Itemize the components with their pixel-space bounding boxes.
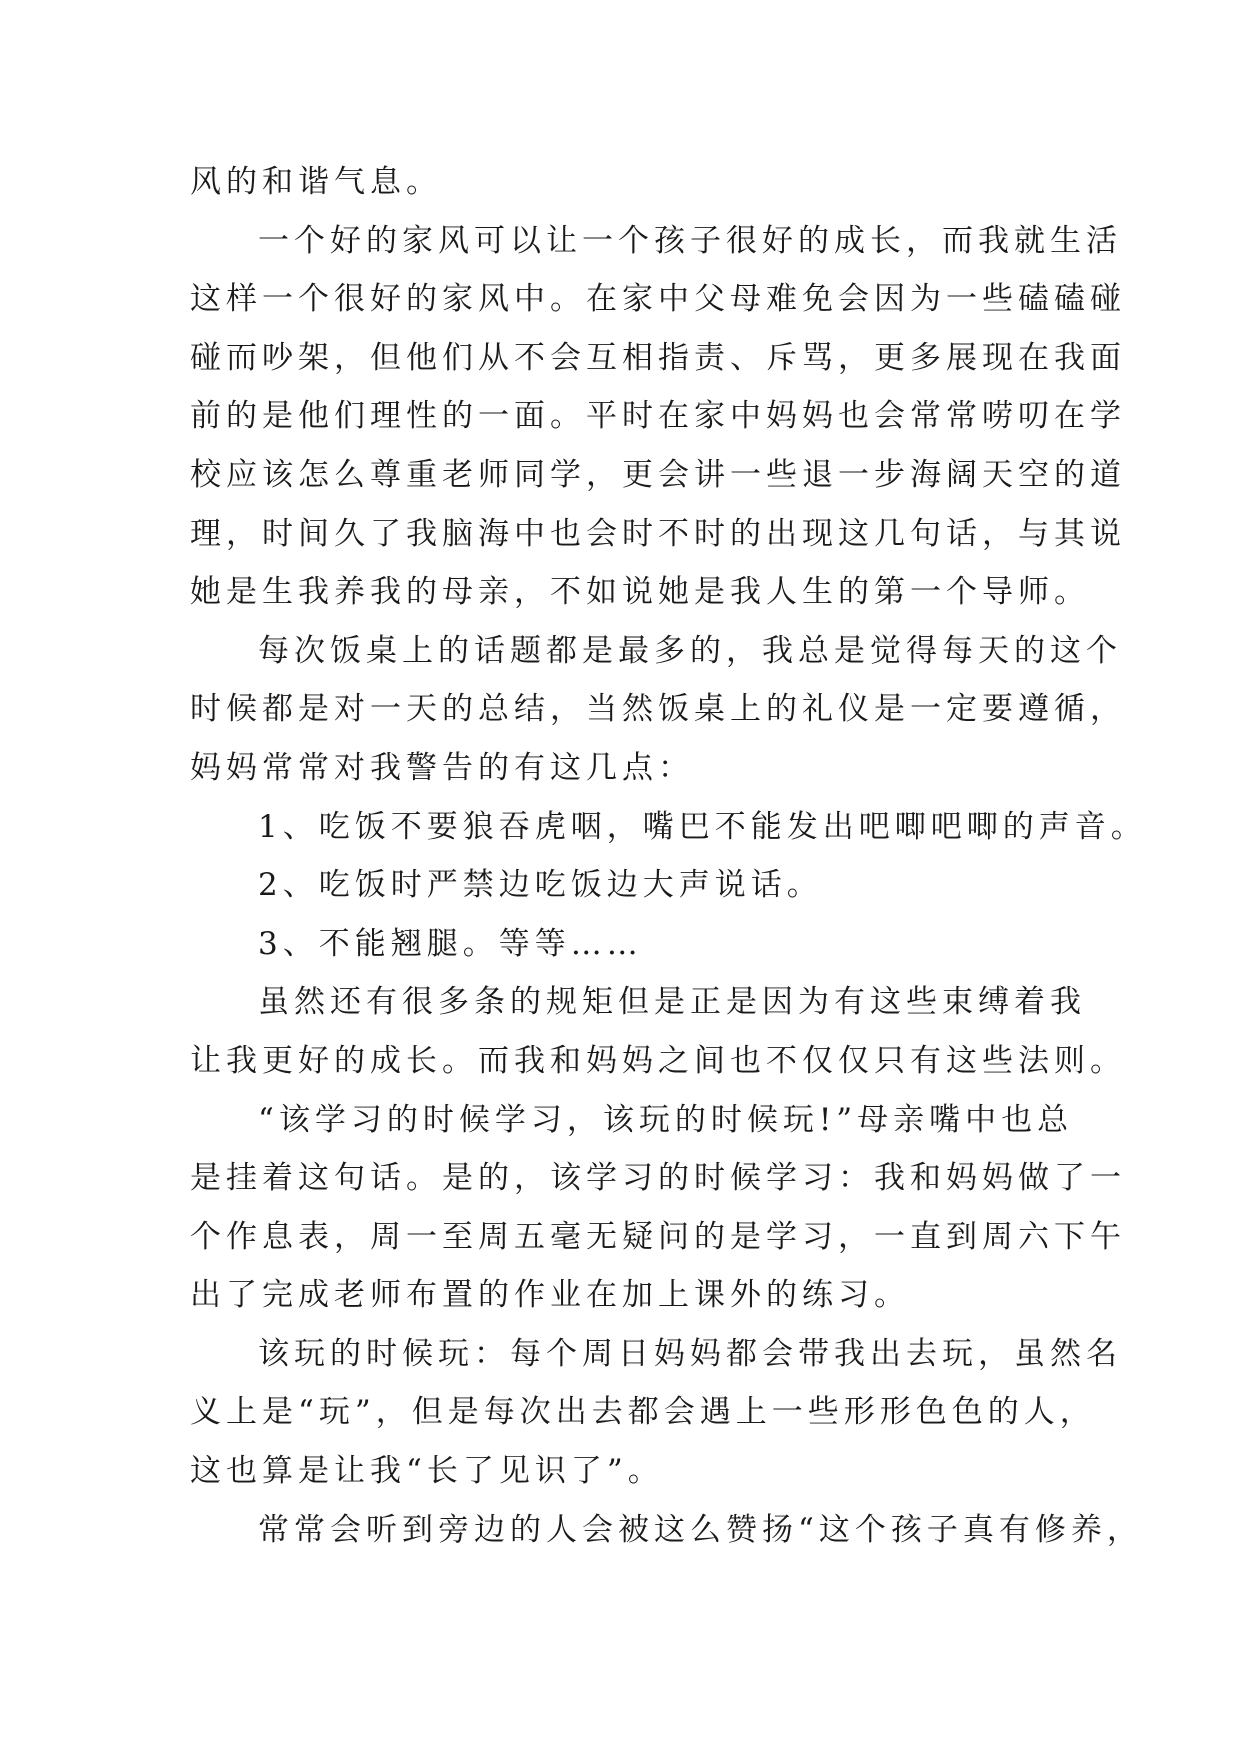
text-line: 这样一个很好的家风中。在家中父母难免会因为一些磕磕碰 [190, 281, 1126, 318]
text-line: 前的是他们理性的一面。平时在家中妈妈也会常常唠叨在学 [190, 398, 1126, 435]
text-line: 她是生我养我的母亲，不如说她是我人生的第一个导师。 [190, 574, 1090, 611]
text-line: 让我更好的成长。而我和妈妈之间也不仅仅只有这些法则。 [190, 1042, 1126, 1079]
text-line: 虽然还有很多条的规矩但是正是因为有这些束缚着我 [258, 984, 1086, 1021]
text-line: 风的和谐气息。 [190, 164, 442, 200]
text-line: “该学习的时候学习，该玩的时候玩!”母亲嘴中也总 [258, 1101, 1074, 1138]
text-line: 义上是“玩”，但是每次出去都会遇上一些形形色色的人， [190, 1394, 1096, 1431]
text-line: 妈妈常常对我警告的有这几点： [190, 749, 694, 786]
text-line: 出了完成老师布置的作业在加上课外的练习。 [190, 1277, 910, 1314]
body-text [190, 153, 1147, 1559]
list-item: 2、吃饭时严禁边吃饭边大声说话。 [258, 867, 823, 904]
text-line: 理，时间久了我脑海中也会时不时的出现这几句话，与其说 [190, 515, 1126, 552]
text-line: 碰而吵架，但他们从不会互相指责、斥骂，更多展现在我面 [190, 339, 1126, 376]
list-item: 3、不能翘腿。等等…… [258, 925, 643, 962]
text-line: 这也算是让我“长了见识了”。 [190, 1453, 664, 1490]
text-line: 是挂着这句话。是的，该学习的时候学习：我和妈妈做了一 [190, 1160, 1126, 1197]
text-line: 该玩的时候玩：每个周日妈妈都会带我出去玩，虽然名 [258, 1335, 1122, 1372]
text-line: 校应该怎么尊重老师同学，更会讲一些退一步海阔天空的道 [190, 456, 1126, 493]
list-item: 1、吃饭不要狼吞虎咽，嘴巴不能发出吧唧吧唧的声音。 [258, 808, 1147, 845]
text-line: 常常会听到旁边的人会被这么赞扬“这个孩子真有修养， [258, 1511, 1143, 1548]
text-line: 一个好的家风可以让一个孩子很好的成长，而我就生活 [258, 222, 1122, 259]
text-line: 时候都是对一天的总结，当然饭桌上的礼仪是一定要遵循， [190, 691, 1126, 728]
text-line: 每次饭桌上的话题都是最多的，我总是觉得每天的这个 [258, 632, 1122, 669]
text-line: 个作息表，周一至周五毫无疑问的是学习，一直到周六下午 [190, 1218, 1126, 1255]
